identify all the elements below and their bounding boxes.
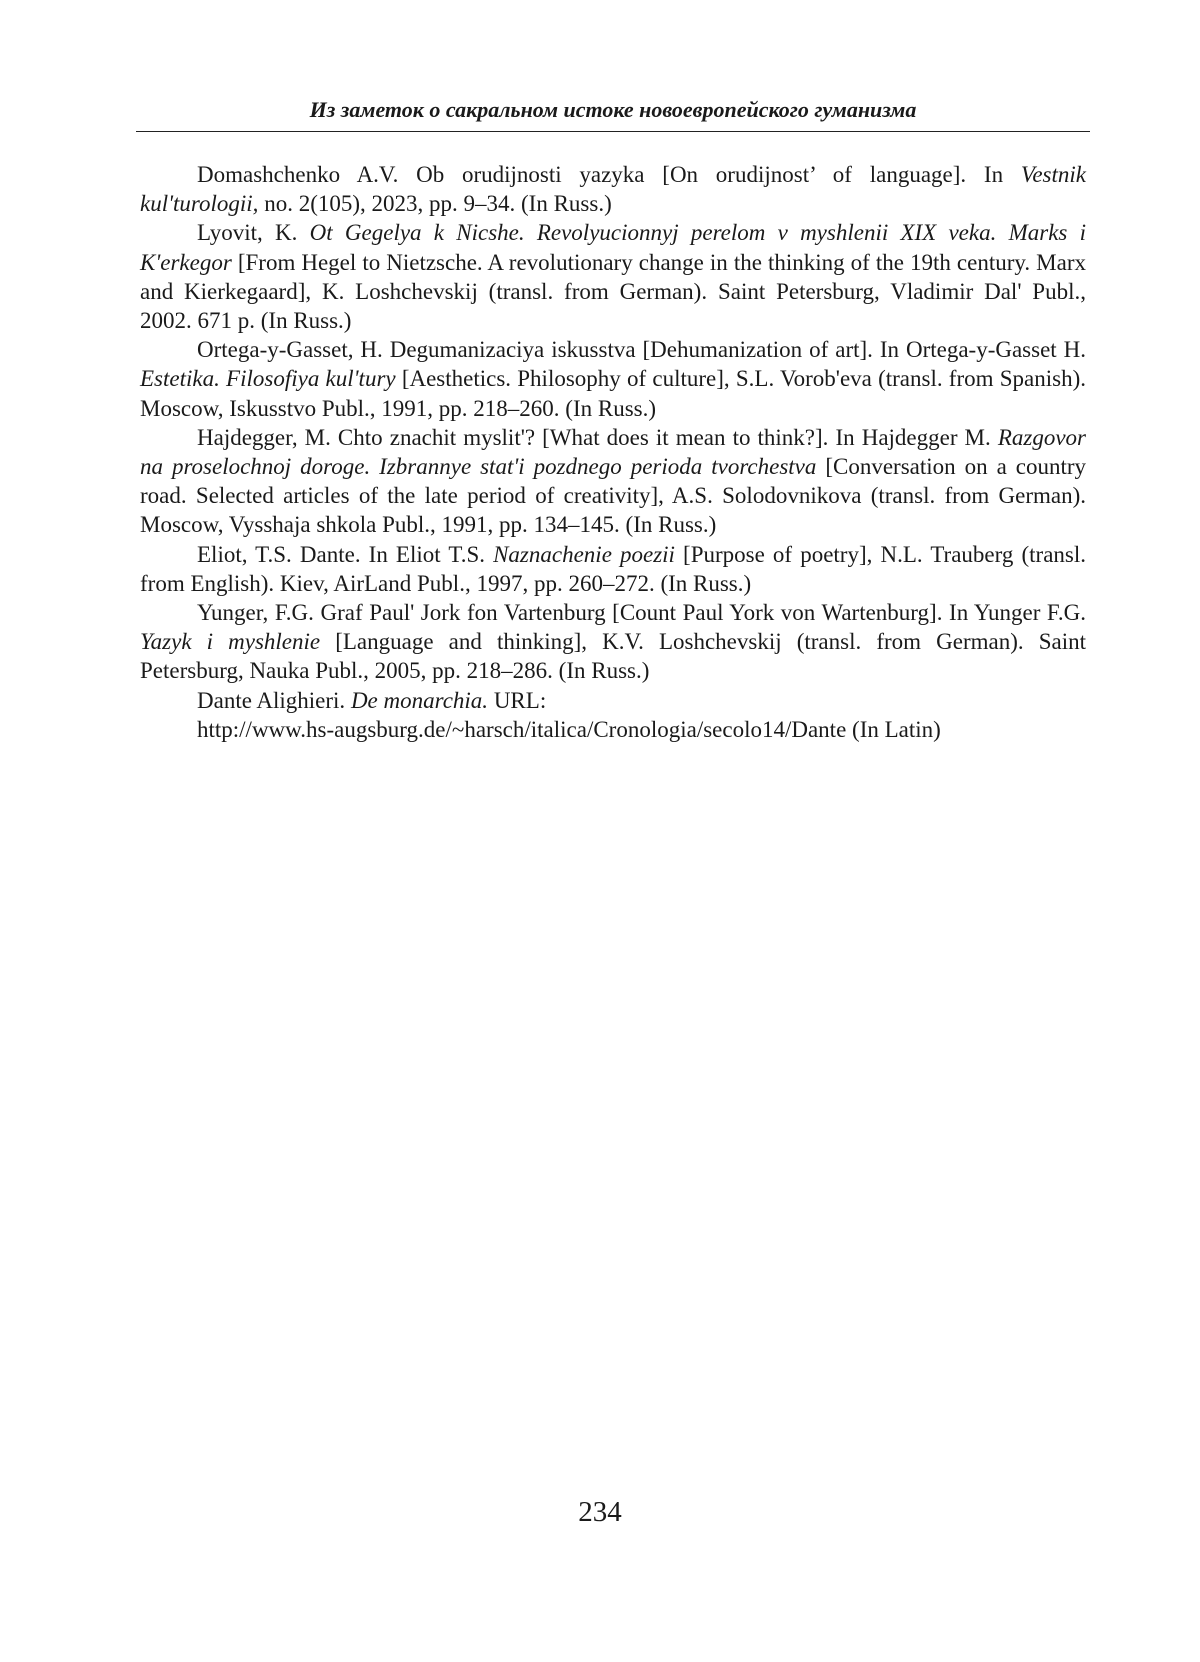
- reference-text: [From Hegel to Nietzsche. A revolutionary change in the thinking of the 19th century. Marx and Kierkegaard], K. Loshchevskij (transl. from German). Saint Petersburg, Vladimir Dal' Publ., 2002. 671 p. (In Russ.): [140, 249, 1086, 334]
- reference-text: [Purpose of poetry], N.L. Trauberg (transl. from English). Kiev, AirLand Publ., 1997, pp. 260–272. (In Russ.): [140, 541, 1086, 596]
- page-number: 234: [578, 1496, 622, 1528]
- reference-text: Hajdegger, M. Chto znachit myslit'? [What does it mean to think?]. In Hajdegger M.: [197, 424, 998, 450]
- reference-italic-title: Naznachenie poezii: [493, 541, 675, 567]
- reference-italic-title: Ot Gegelya k Nicshe. Revolyucionnyj perelom v myshlenii XIX veka. Marks i K'erkegor: [140, 220, 1087, 275]
- reference-item: [140, 335, 1086, 423]
- reference-text: Yunger, F.G. Graf Paul' Jork fon Vartenburg [Count Paul York von Wartenburg]. In Yunger F.G.: [197, 600, 1086, 626]
- reference-text: Eliot, T.S. Dante. In Eliot T.S.: [197, 541, 494, 567]
- reference-text: Ortega-y-Gasset, H. Degumanizaciya iskusstva [Dehumanization of art]. In Ortega-y-Gasset H.: [197, 337, 1086, 363]
- header-divider: [136, 131, 1090, 132]
- running-header: Из заметок о сакральном истоке новоевропейского гуманизма: [309, 97, 917, 122]
- reference-item: [140, 160, 1086, 218]
- reference-url[interactable]: http://www.hs-augsburg.de/~harsch/italica/Cronologia/secolo14/Dante (In Latin): [197, 716, 941, 742]
- reference-item: [140, 423, 1086, 540]
- reference-italic-title: De monarchia.: [350, 687, 489, 713]
- reference-item: [140, 218, 1086, 335]
- reference-text: [Aesthetics. Philosophy of culture], S.L. Vorob'eva (transl. from Spanish). Moscow, Iskusstvo Publ., 1991, pp. 218–260. (In Russ.): [140, 366, 1086, 421]
- reference-text: [Language and thinking], K.V. Loshchevskij (transl. from German). Saint Petersburg, Nauka Publ., 2005, pp. 218–286. (In Russ.): [140, 629, 1086, 684]
- reference-text: Domashchenko A.V. Ob orudijnosti yazyka [On orudijnost’ of language]. In: [197, 162, 1021, 187]
- reference-text: URL:: [488, 687, 547, 713]
- reference-item: [140, 598, 1086, 686]
- reference-italic-title: Razgovor na proselochnoj doroge. Izbrannye stat'i pozdnego perioda tvorchestva: [140, 424, 1086, 480]
- reference-item: [140, 686, 1086, 744]
- reference-text: Lyovit, K.: [197, 220, 310, 246]
- reference-italic-title: Yazyk i myshlenie: [140, 629, 321, 655]
- reference-list: [140, 160, 1086, 744]
- reference-text: [Conversation on a country road. Selected articles of the late period of creativity], A.S. Solodovnikova (transl. from German). Moscow, Vysshaja shkola Publ., 1991, pp. 134–145. (In Russ.): [140, 454, 1086, 538]
- reference-italic-title: Estetika. Filosofiya kul'tury: [140, 366, 396, 392]
- reference-text: no. 2(105), 2023, pp. 9–34. (In Russ.): [258, 191, 612, 217]
- reference-italic-title: Vestnik kul'turologii,: [140, 162, 1086, 217]
- reference-text: Dante Alighieri.: [197, 687, 351, 713]
- reference-item: [140, 540, 1086, 598]
